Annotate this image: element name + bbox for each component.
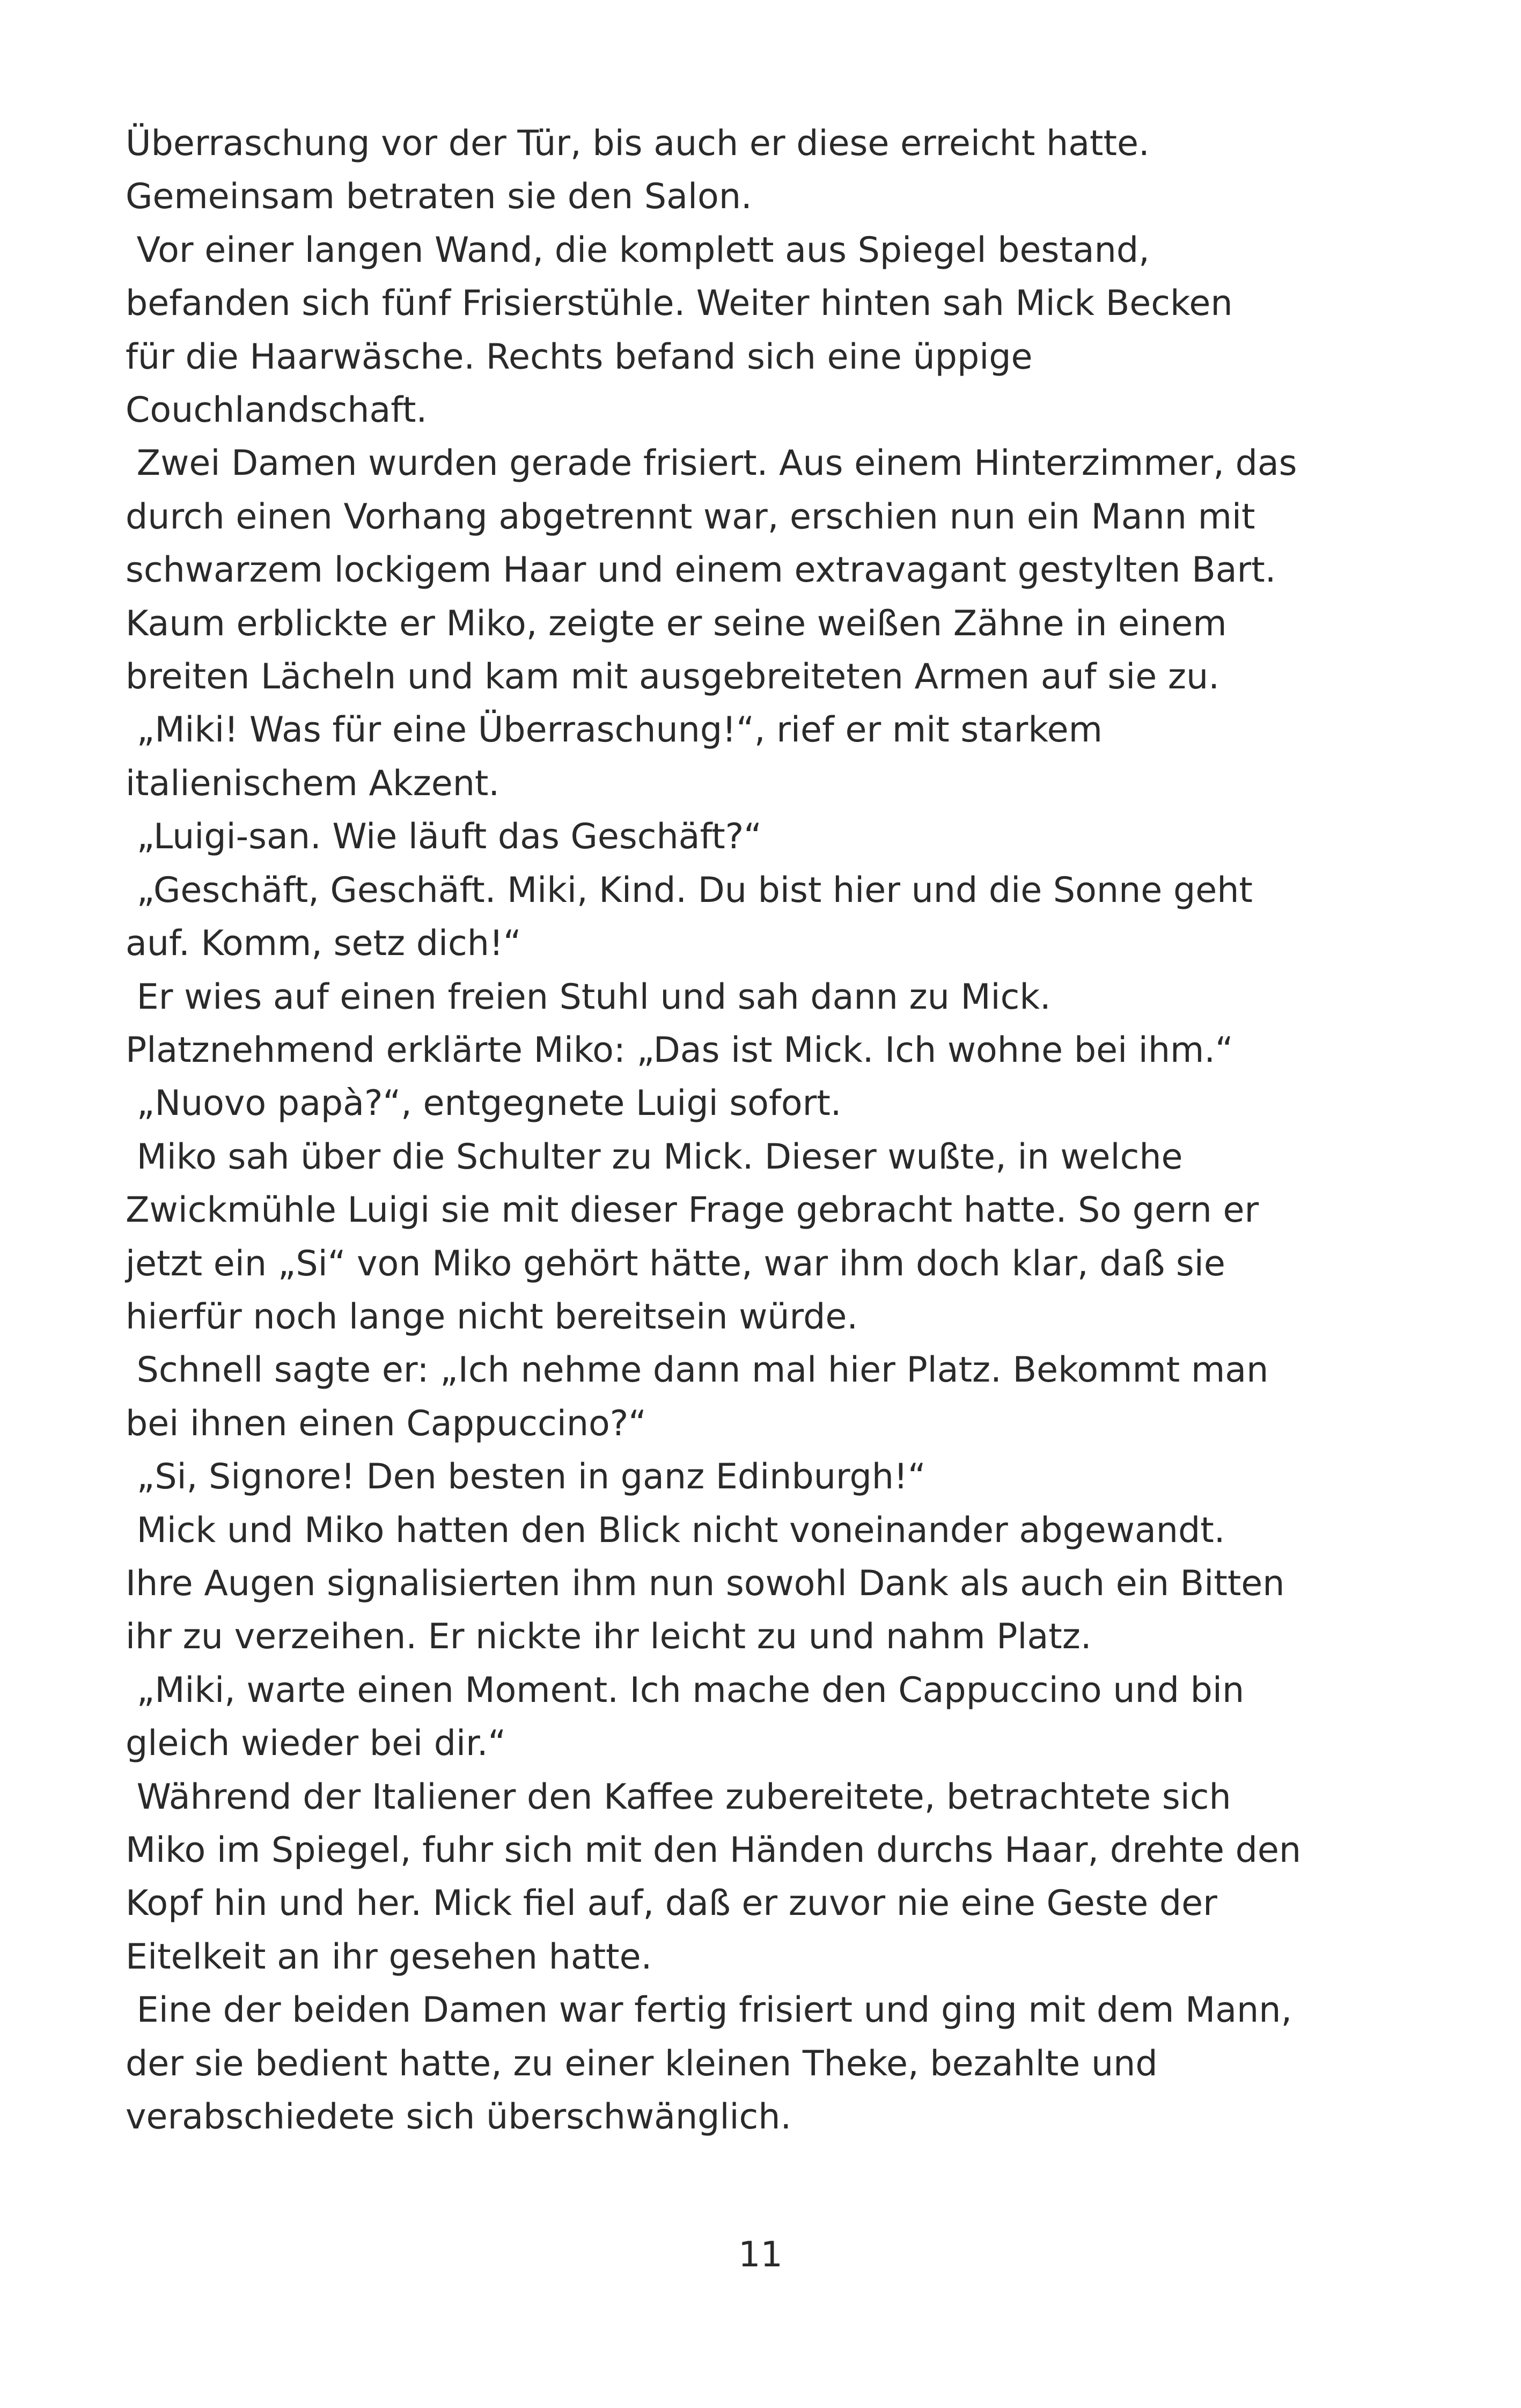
text-line: schwarzem lockigem Haar und einem extravagant gestylten Bart. <box>126 550 1276 591</box>
text-line: „Nuovo papà?“, entgegnete Luigi sofort. <box>126 1083 842 1124</box>
text-line: Während der Italiener den Kaffee zubereitete, betrachtete sich <box>126 1776 1231 1817</box>
text-line: Ihre Augen signalisierten ihm nun sowohl Dank als auch ein Bitten <box>126 1563 1285 1604</box>
text-line: Er wies auf einen freien Stuhl und sah dann zu Mick. <box>126 977 1051 1017</box>
text-line: italienischem Akzent. <box>126 763 500 804</box>
text-line: „Miki! Was für eine Überraschung!“, rief er mit starkem <box>126 710 1103 751</box>
text-line: Eine der beiden Damen war fertig frisiert und ging mit dem Mann, <box>126 1990 1292 2031</box>
text-line: Zwei Damen wurden gerade frisiert. Aus einem Hinterzimmer, das <box>126 443 1297 484</box>
text-line: „Si, Signore! Den besten in ganz Edinburgh!“ <box>126 1457 926 1497</box>
text-line: bei ihnen einen Cappuccino?“ <box>126 1403 646 1444</box>
text-line: Schnell sagte er: „Ich nehme dann mal hier Platz. Bekommt man <box>126 1350 1269 1391</box>
text-line: Zwickmühle Luigi sie mit dieser Frage gebracht hatte. So gern er <box>126 1190 1259 1231</box>
text-line: „Miki, warte einen Moment. Ich mache den Cappuccino und bin <box>126 1670 1245 1710</box>
text-line: auf. Komm, setz dich!“ <box>126 923 521 964</box>
text-line: für die Haarwäsche. Rechts befand sich eine üppige <box>126 336 1033 377</box>
text-line: jetzt ein „Si“ von Miko gehört hätte, war ihm doch klar, daß sie <box>126 1243 1225 1284</box>
text-line: befanden sich fünf Frisierstühle. Weiter hinten sah Mick Becken <box>126 283 1233 324</box>
text-line: Gemeinsam betraten sie den Salon. <box>126 177 752 217</box>
text-line: Überraschung vor der Tür, bis auch er diese erreicht hatte. <box>126 123 1150 164</box>
text-line: Kopf hin und her. Mick fiel auf, daß er zuvor nie eine Geste der <box>126 1883 1217 1924</box>
text-line: Kaum erblickte er Miko, zeigte er seine weißen Zähne in einem <box>126 603 1227 644</box>
page-number: 11 <box>738 2235 783 2275</box>
text-line: Miko im Spiegel, fuhr sich mit den Händen durchs Haar, drehte den <box>126 1830 1302 1870</box>
text-line: Couchlandschaft. <box>126 390 428 431</box>
text-line: „Luigi-san. Wie läuft das Geschäft?“ <box>126 817 762 857</box>
text-line: gleich wieder bei dir.“ <box>126 1723 506 1764</box>
text-line: ihr zu verzeihen. Er nickte ihr leicht zu und nahm Platz. <box>126 1617 1092 1657</box>
text-line: Eitelkeit an ihr gesehen hatte. <box>126 1936 652 1977</box>
text-line: „Geschäft, Geschäft. Miki, Kind. Du bist hier und die Sonne geht <box>126 870 1253 911</box>
text-line: breiten Lächeln und kam mit ausgebreiteten Armen auf sie zu. <box>126 657 1219 698</box>
text-line: durch einen Vorhang abgetrennt war, erschien nun ein Mann mit <box>126 496 1255 537</box>
text-line: Mick und Miko hatten den Blick nicht voneinander abgewandt. <box>126 1510 1225 1551</box>
body-text <box>126 117 1413 2143</box>
text-line: Platznehmend erklärte Miko: „Das ist Mick. Ich wohne bei ihm.“ <box>126 1030 1233 1070</box>
text-line: Vor einer langen Wand, die komplett aus Spiegel bestand, <box>126 230 1150 270</box>
text-line: verabschiedete sich überschwänglich. <box>126 2097 792 2138</box>
text-line: der sie bedient hatte, zu einer kleinen Theke, bezahlte und <box>126 2043 1158 2084</box>
text-line: Miko sah über die Schulter zu Mick. Dieser wußte, in welche <box>126 1136 1183 1177</box>
text-line: hierfür noch lange nicht bereitsein würde. <box>126 1296 858 1337</box>
